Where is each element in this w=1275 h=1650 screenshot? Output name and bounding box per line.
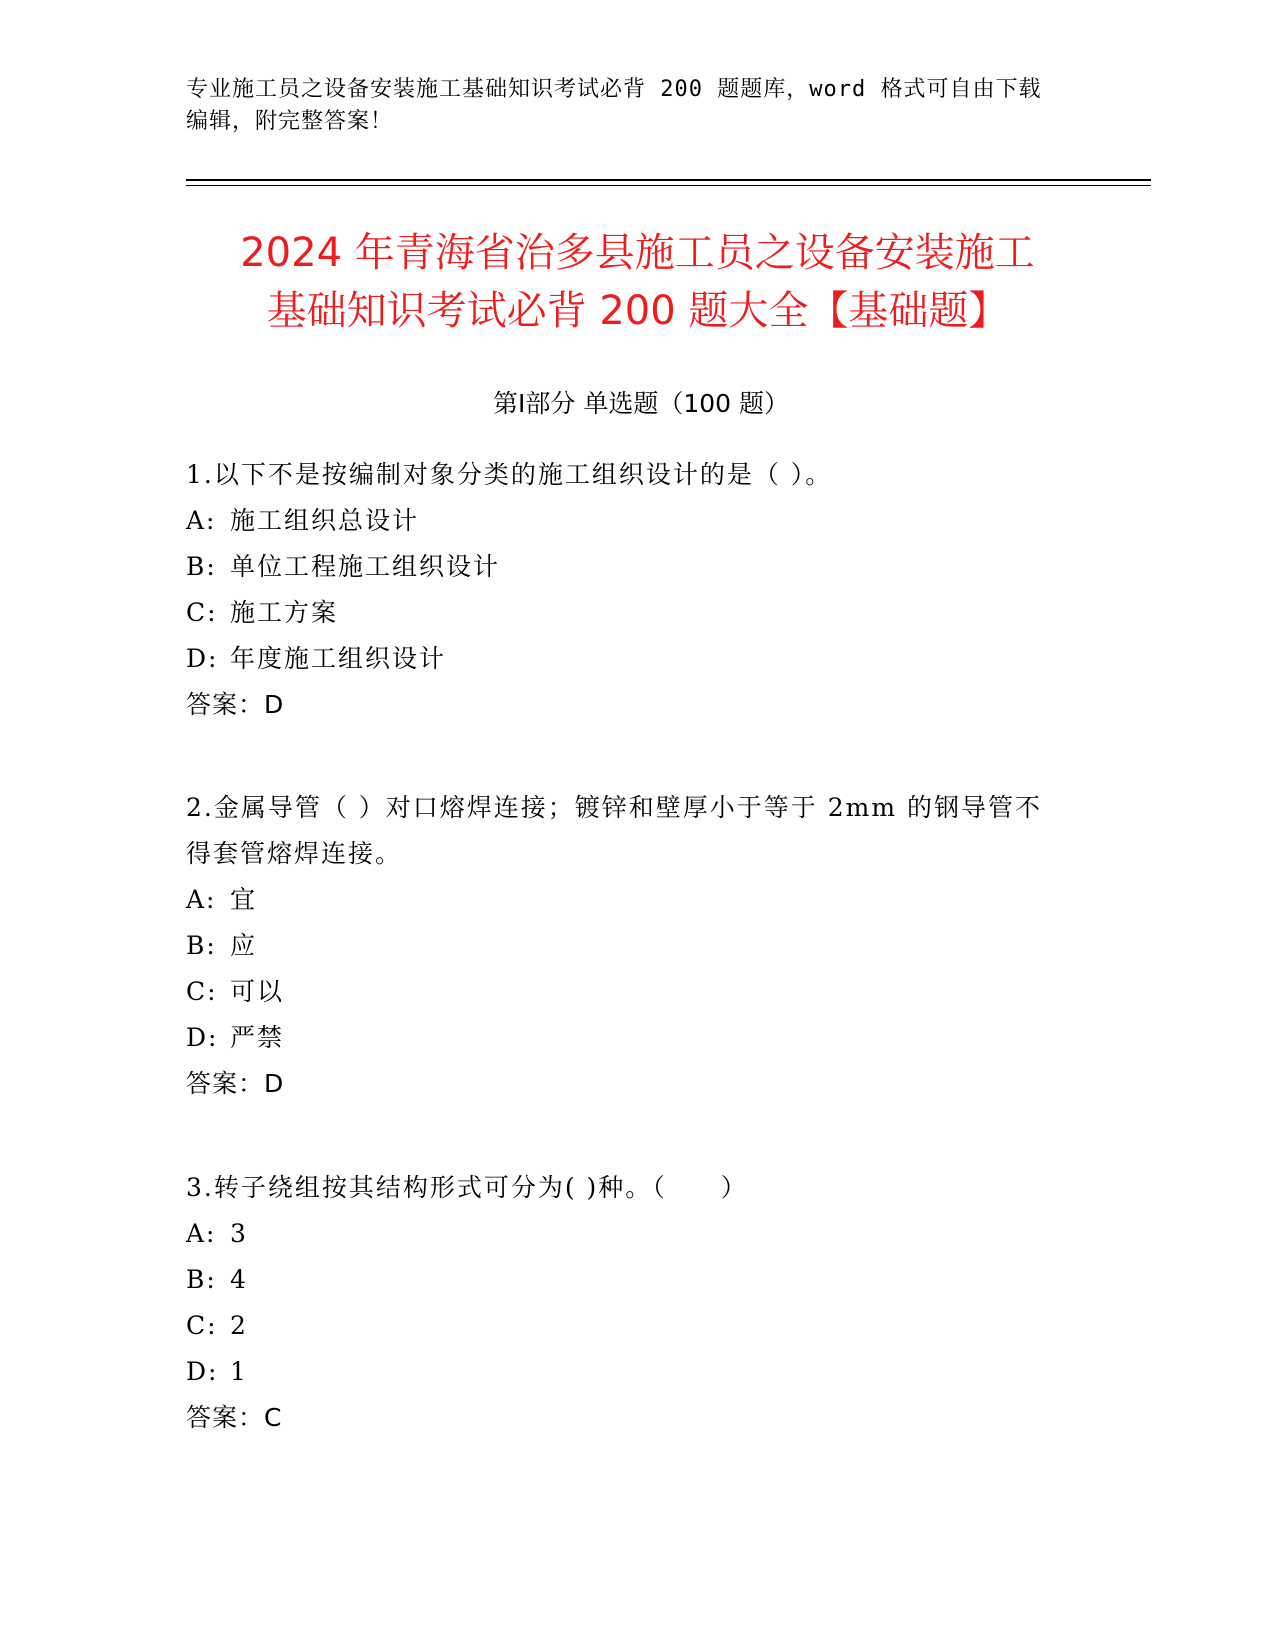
- option-label: C:: [186, 977, 218, 1006]
- option-text: 1: [230, 1357, 248, 1386]
- question-stem-continued: 得套管熔焊连接。: [186, 839, 403, 868]
- header-line-2: 编辑，附完整答案！: [186, 109, 394, 134]
- option-text: 单位工程施工组织设计: [230, 552, 501, 581]
- option-a: [186, 1211, 1086, 1257]
- option-label: C:: [186, 598, 218, 627]
- header-divider-thick: [186, 179, 1151, 181]
- option-b: [186, 544, 1086, 590]
- option-text: 2: [230, 1311, 248, 1340]
- document-header: [186, 74, 1066, 138]
- option-a: [186, 877, 1086, 923]
- option-d: [186, 1015, 1086, 1061]
- title-line-2: 基础知识考试必背 200 题大全【基础题】: [266, 288, 1009, 334]
- answer: 答案：D: [186, 1069, 285, 1098]
- answer: 答案：D: [186, 690, 285, 719]
- option-b: [186, 1257, 1086, 1303]
- header-line-1: 专业施工员之设备安装施工基础知识考试必背 200 题题库，word 格式可自由下载: [186, 77, 1042, 102]
- option-label: A:: [186, 506, 217, 535]
- option-text: 可以: [230, 977, 285, 1006]
- option-text: 宜: [230, 885, 258, 914]
- question-1: [186, 452, 1086, 728]
- option-label: D:: [186, 1023, 219, 1052]
- question-3: [186, 1165, 1086, 1441]
- option-text: 4: [230, 1265, 248, 1294]
- option-d: [186, 636, 1086, 682]
- option-text: 施工方案: [230, 598, 339, 627]
- option-label: B:: [186, 552, 217, 581]
- option-d: [186, 1349, 1086, 1395]
- option-text: 应: [230, 931, 258, 960]
- option-text: 施工组织总设计: [230, 506, 420, 535]
- option-label: D:: [186, 644, 219, 673]
- option-c: [186, 590, 1086, 636]
- option-a: [186, 498, 1086, 544]
- question-stem: 2.金属导管（ ）对口熔焊连接；镀锌和壁厚小于等于 2mm 的钢导管不: [186, 793, 1043, 822]
- question-stem: 3.转子绕组按其结构形式可分为( )种。（ ）: [186, 1173, 748, 1202]
- option-c: [186, 969, 1086, 1015]
- option-text: 严禁: [230, 1023, 285, 1052]
- option-label: D:: [186, 1357, 219, 1386]
- question-stem: 1.以下不是按编制对象分类的施工组织设计的是（ ）。: [186, 460, 833, 489]
- question-2: [186, 785, 1086, 1107]
- title-line-1: 2024 年青海省治多县施工员之设备安装施工: [240, 230, 1035, 276]
- option-label: A:: [186, 1219, 217, 1248]
- option-label: B:: [186, 1265, 217, 1294]
- section-heading: 第Ⅰ部分 单选题（100 题）: [493, 389, 789, 418]
- option-text: 年度施工组织设计: [230, 644, 447, 673]
- header-divider-thin: [186, 185, 1151, 186]
- option-label: C:: [186, 1311, 218, 1340]
- option-label: B:: [186, 931, 217, 960]
- option-text: 3: [230, 1219, 248, 1248]
- answer: 答案：C: [186, 1403, 283, 1432]
- option-b: [186, 923, 1086, 969]
- option-label: A:: [186, 885, 217, 914]
- option-c: [186, 1303, 1086, 1349]
- document-title: [160, 224, 1115, 340]
